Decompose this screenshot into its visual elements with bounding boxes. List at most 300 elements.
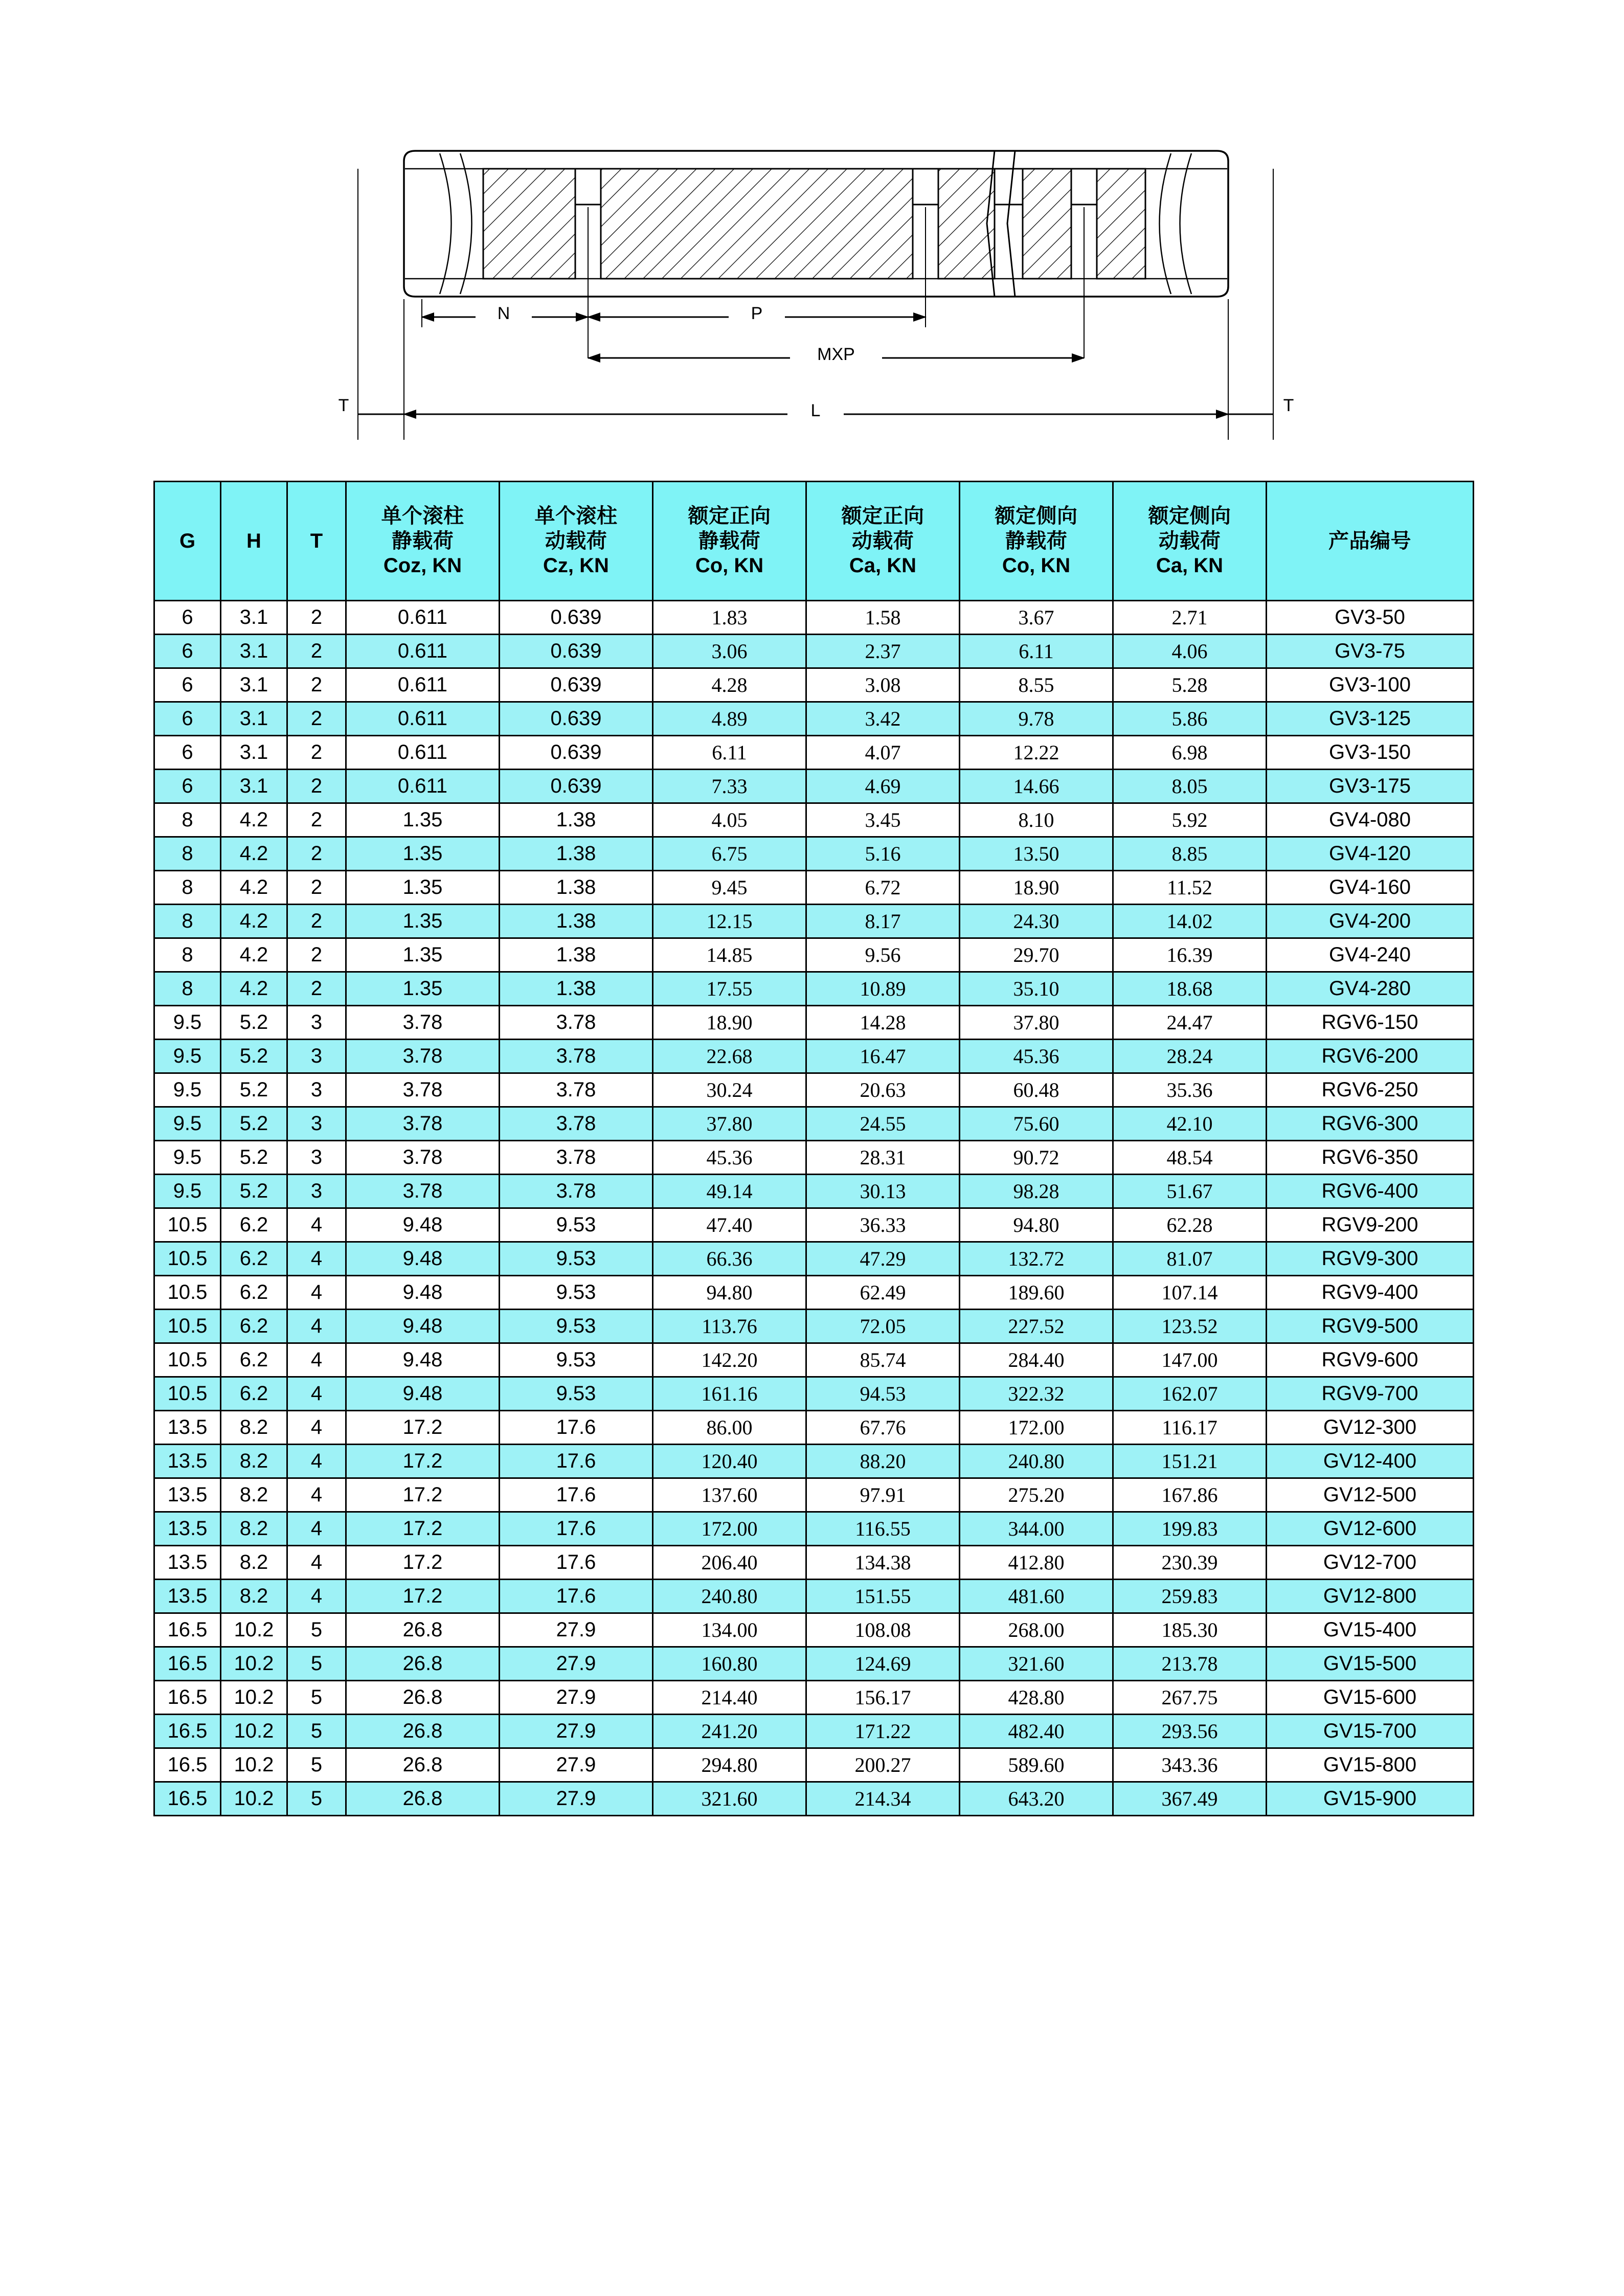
table-cell: 18.90 <box>653 1006 806 1040</box>
table-cell: 11.52 <box>1113 871 1267 905</box>
table-cell: 3 <box>287 1107 346 1141</box>
table-cell: 6 <box>154 635 221 668</box>
table-cell: 6 <box>154 770 221 803</box>
table-cell: 37.80 <box>960 1006 1113 1040</box>
table-cell: RGV6-350 <box>1267 1141 1474 1175</box>
table-cell: 16.5 <box>154 1681 221 1715</box>
table-cell: 13.5 <box>154 1512 221 1546</box>
table-cell: 6.2 <box>221 1343 287 1377</box>
table-cell: 1.38 <box>500 871 653 905</box>
table-cell: 1.35 <box>346 803 500 837</box>
table-cell: 1.35 <box>346 871 500 905</box>
table-cell: 2 <box>287 837 346 871</box>
table-cell: 29.70 <box>960 938 1113 972</box>
table-cell: 48.54 <box>1113 1141 1267 1175</box>
table-cell: 230.39 <box>1113 1546 1267 1580</box>
table-column-header-line: 额定正向 <box>688 504 771 527</box>
table-row <box>154 1546 1474 1580</box>
table-cell: GV15-400 <box>1267 1613 1474 1647</box>
table-cell: 0.611 <box>346 736 500 770</box>
table-cell: 10.5 <box>154 1208 221 1242</box>
table-cell: 5.2 <box>221 1040 287 1073</box>
table-cell: 367.49 <box>1113 1782 1267 1816</box>
table-cell: 481.60 <box>960 1580 1113 1613</box>
table-cell: 17.2 <box>346 1546 500 1580</box>
table-cell: GV3-75 <box>1267 635 1474 668</box>
table-row <box>154 1242 1474 1276</box>
table-cell: 9.5 <box>154 1073 221 1107</box>
table-cell: 5 <box>287 1613 346 1647</box>
table-cell: 6 <box>154 601 221 635</box>
table-cell: 8 <box>154 938 221 972</box>
table-cell: 16.5 <box>154 1782 221 1816</box>
table-cell: 6.2 <box>221 1377 287 1411</box>
table-cell: GV15-600 <box>1267 1681 1474 1715</box>
table-cell: 8.2 <box>221 1478 287 1512</box>
table-cell: 10.2 <box>221 1613 287 1647</box>
table-cell: 206.40 <box>653 1546 806 1580</box>
table-cell: 5 <box>287 1715 346 1748</box>
table-row <box>154 1343 1474 1377</box>
table-cell: 4.69 <box>806 770 960 803</box>
table-cell: 2 <box>287 972 346 1006</box>
table-cell: 10.2 <box>221 1782 287 1816</box>
table-cell: 35.10 <box>960 972 1113 1006</box>
table-cell: GV4-200 <box>1267 905 1474 938</box>
table-cell: 240.80 <box>960 1445 1113 1478</box>
table-column-header-line: T <box>310 529 323 552</box>
table-cell: 3.78 <box>346 1073 500 1107</box>
table-cell: 1.35 <box>346 905 500 938</box>
table-cell: 2 <box>287 702 346 736</box>
table-cell: 151.55 <box>806 1580 960 1613</box>
table-cell: 13.5 <box>154 1411 221 1445</box>
table-cell: 107.14 <box>1113 1276 1267 1310</box>
table-cell: 0.611 <box>346 635 500 668</box>
table-row <box>154 1310 1474 1343</box>
table-row <box>154 1478 1474 1512</box>
table-cell: 0.639 <box>500 668 653 702</box>
table-cell: 4 <box>287 1546 346 1580</box>
table-cell: 13.5 <box>154 1478 221 1512</box>
table-cell: GV12-300 <box>1267 1411 1474 1445</box>
table-column-header-line: 动载荷 <box>851 529 914 552</box>
table-cell: 17.6 <box>500 1411 653 1445</box>
table-cell: 9.45 <box>653 871 806 905</box>
table-cell: 3 <box>287 1006 346 1040</box>
table-cell: 8 <box>154 837 221 871</box>
table-cell: 28.31 <box>806 1141 960 1175</box>
table-cell: 28.24 <box>1113 1040 1267 1073</box>
rail-section-hatch-3 <box>938 169 995 279</box>
table-column-header-line: 产品编号 <box>1328 529 1411 552</box>
table-cell: GV4-120 <box>1267 837 1474 871</box>
table-cell: 6.2 <box>221 1242 287 1276</box>
table-cell: 85.74 <box>806 1343 960 1377</box>
table-row <box>154 1175 1474 1208</box>
table-cell: GV4-160 <box>1267 871 1474 905</box>
table-cell: 134.00 <box>653 1613 806 1647</box>
table-cell: 10.5 <box>154 1310 221 1343</box>
table-cell: 2.37 <box>806 635 960 668</box>
table-cell: 5.86 <box>1113 702 1267 736</box>
table-cell: 2 <box>287 601 346 635</box>
table-cell: 17.6 <box>500 1512 653 1546</box>
table-cell: 3.1 <box>221 635 287 668</box>
table-cell: 240.80 <box>653 1580 806 1613</box>
table-column-header-line: Ca, KN <box>849 554 917 577</box>
table-cell: 27.9 <box>500 1647 653 1681</box>
table-row <box>154 1580 1474 1613</box>
table-cell: 42.10 <box>1113 1107 1267 1141</box>
table-cell: 49.14 <box>653 1175 806 1208</box>
table-cell: 94.80 <box>653 1276 806 1310</box>
table-cell: 37.80 <box>653 1107 806 1141</box>
table-cell: 1.38 <box>500 837 653 871</box>
table-cell: 27.9 <box>500 1748 653 1782</box>
table-cell: 2 <box>287 668 346 702</box>
table-cell: 3.67 <box>960 601 1113 635</box>
table-column-header-line: 动载荷 <box>1158 529 1221 552</box>
table-cell: GV12-800 <box>1267 1580 1474 1613</box>
table-column-header <box>1267 482 1474 601</box>
table-cell: 1.35 <box>346 972 500 1006</box>
table-cell: 172.00 <box>960 1411 1113 1445</box>
table-cell: 199.83 <box>1113 1512 1267 1546</box>
table-row <box>154 1782 1474 1816</box>
table-cell: 213.78 <box>1113 1647 1267 1681</box>
table-cell: GV3-125 <box>1267 702 1474 736</box>
table-cell: 1.58 <box>806 601 960 635</box>
dimension-t-left <box>339 396 404 415</box>
table-cell: 9.48 <box>346 1208 500 1242</box>
table-cell: 30.13 <box>806 1175 960 1208</box>
table-column-header-line: 单个滚柱 <box>381 504 464 527</box>
table-cell: 322.32 <box>960 1377 1113 1411</box>
table-row <box>154 770 1474 803</box>
table-cell: 8.2 <box>221 1445 287 1478</box>
table-cell: 4 <box>287 1512 346 1546</box>
table-row <box>154 837 1474 871</box>
table-cell: 5.92 <box>1113 803 1267 837</box>
table-cell: 3.78 <box>500 1107 653 1141</box>
table-cell: GV4-240 <box>1267 938 1474 972</box>
table-column-header <box>500 482 653 601</box>
table-cell: RGV9-600 <box>1267 1343 1474 1377</box>
table-row <box>154 1748 1474 1782</box>
table-cell: RGV6-400 <box>1267 1175 1474 1208</box>
table-cell: 35.36 <box>1113 1073 1267 1107</box>
table-cell: 4 <box>287 1276 346 1310</box>
table-cell: 16.5 <box>154 1613 221 1647</box>
table-cell: 16.5 <box>154 1748 221 1782</box>
table-cell: 8.2 <box>221 1512 287 1546</box>
table-row <box>154 1681 1474 1715</box>
table-cell: 214.40 <box>653 1681 806 1715</box>
table-cell: 94.53 <box>806 1377 960 1411</box>
table-cell: 14.02 <box>1113 905 1267 938</box>
table-cell: 4.2 <box>221 871 287 905</box>
table-cell: 8.17 <box>806 905 960 938</box>
rail-section-hatch-2 <box>601 169 913 279</box>
table-cell: 482.40 <box>960 1715 1113 1748</box>
table-cell: 10.5 <box>154 1242 221 1276</box>
table-cell: 6.75 <box>653 837 806 871</box>
table-column-header-line: Co, KN <box>695 554 764 577</box>
table-cell: 86.00 <box>653 1411 806 1445</box>
table-cell: 9.48 <box>346 1242 500 1276</box>
table-cell: GV3-50 <box>1267 601 1474 635</box>
table-cell: 26.8 <box>346 1613 500 1647</box>
table-row <box>154 1715 1474 1748</box>
table-cell: 0.639 <box>500 601 653 635</box>
table-column-header <box>1113 482 1267 601</box>
table-cell: RGV9-200 <box>1267 1208 1474 1242</box>
table-row <box>154 1411 1474 1445</box>
table-cell: 284.40 <box>960 1343 1113 1377</box>
table-column-header <box>287 482 346 601</box>
table-cell: 9.5 <box>154 1006 221 1040</box>
table-cell: 3.78 <box>346 1175 500 1208</box>
table-cell: 3.78 <box>500 1073 653 1107</box>
table-cell: 13.50 <box>960 837 1113 871</box>
table-cell: 8.2 <box>221 1546 287 1580</box>
table-cell: 1.38 <box>500 905 653 938</box>
table-cell: 1.38 <box>500 972 653 1006</box>
table-cell: 3.78 <box>346 1141 500 1175</box>
table-cell: 3.1 <box>221 770 287 803</box>
table-cell: 3 <box>287 1141 346 1175</box>
table-cell: 13.5 <box>154 1445 221 1478</box>
table-cell: 4.06 <box>1113 635 1267 668</box>
table-cell: 185.30 <box>1113 1613 1267 1647</box>
table-row <box>154 1073 1474 1107</box>
table-cell: 147.00 <box>1113 1343 1267 1377</box>
table-cell: 6.11 <box>960 635 1113 668</box>
table-cell: GV4-280 <box>1267 972 1474 1006</box>
table-cell: 18.68 <box>1113 972 1267 1006</box>
table-cell: 12.22 <box>960 736 1113 770</box>
table-cell: 5.16 <box>806 837 960 871</box>
table-column-header-line: 单个滚柱 <box>534 504 618 527</box>
table-cell: 1.38 <box>500 938 653 972</box>
table-column-header-line: 静载荷 <box>391 529 454 552</box>
table-column-header <box>960 482 1113 601</box>
table-cell: 293.56 <box>1113 1715 1267 1748</box>
table-cell: GV12-700 <box>1267 1546 1474 1580</box>
table-row <box>154 1512 1474 1546</box>
table-cell: 8 <box>154 905 221 938</box>
table-cell: 5 <box>287 1681 346 1715</box>
table-cell: 6.72 <box>806 871 960 905</box>
table-cell: 4 <box>287 1411 346 1445</box>
table-cell: 0.639 <box>500 702 653 736</box>
table-row <box>154 1276 1474 1310</box>
table-cell: 321.60 <box>960 1647 1113 1681</box>
table-cell: 6 <box>154 736 221 770</box>
table-cell: 26.8 <box>346 1782 500 1816</box>
table-cell: 17.6 <box>500 1478 653 1512</box>
table-cell: 60.48 <box>960 1073 1113 1107</box>
table-cell: 8.2 <box>221 1411 287 1445</box>
table-cell: 8.55 <box>960 668 1113 702</box>
table-cell: 2.71 <box>1113 601 1267 635</box>
table-cell: 62.28 <box>1113 1208 1267 1242</box>
table-cell: 189.60 <box>960 1276 1113 1310</box>
table-cell: 5.2 <box>221 1175 287 1208</box>
table-cell: 17.2 <box>346 1411 500 1445</box>
table-cell: 16.5 <box>154 1647 221 1681</box>
table-cell: 3.08 <box>806 668 960 702</box>
table-cell: 4.28 <box>653 668 806 702</box>
table-cell: 6.98 <box>1113 736 1267 770</box>
table-cell: 227.52 <box>960 1310 1113 1343</box>
table-cell: 3 <box>287 1073 346 1107</box>
table-cell: 4 <box>287 1343 346 1377</box>
table-cell: 9.48 <box>346 1310 500 1343</box>
table-cell: 9.48 <box>346 1343 500 1377</box>
table-cell: 5.2 <box>221 1107 287 1141</box>
table-cell: 17.2 <box>346 1478 500 1512</box>
table-row <box>154 702 1474 736</box>
table-cell: 1.83 <box>653 601 806 635</box>
table-cell: GV12-500 <box>1267 1478 1474 1512</box>
table-cell: 9.53 <box>500 1343 653 1377</box>
table-cell: GV15-500 <box>1267 1647 1474 1681</box>
table-cell: 116.17 <box>1113 1411 1267 1445</box>
dimension-mxp <box>588 344 1084 372</box>
table-cell: 259.83 <box>1113 1580 1267 1613</box>
table-cell: 1.35 <box>346 837 500 871</box>
table-cell: 132.72 <box>960 1242 1113 1276</box>
table-cell: 10.5 <box>154 1377 221 1411</box>
table-cell: 0.639 <box>500 736 653 770</box>
dimension-p-label: P <box>751 303 763 323</box>
table-column-header <box>154 482 221 601</box>
table-cell: 8 <box>154 871 221 905</box>
table-cell: GV15-700 <box>1267 1715 1474 1748</box>
table-cell: 97.91 <box>806 1478 960 1512</box>
table-cell: 14.28 <box>806 1006 960 1040</box>
table-cell: 5.2 <box>221 1073 287 1107</box>
table-cell: 2 <box>287 905 346 938</box>
table-cell: 26.8 <box>346 1681 500 1715</box>
table-cell: 167.86 <box>1113 1478 1267 1512</box>
table-cell: 9.5 <box>154 1040 221 1073</box>
table-cell: 3.42 <box>806 702 960 736</box>
table-cell: 5 <box>287 1647 346 1681</box>
table-cell: 268.00 <box>960 1613 1113 1647</box>
table-cell: 0.639 <box>500 635 653 668</box>
table-cell: 113.76 <box>653 1310 806 1343</box>
table-cell: 124.69 <box>806 1647 960 1681</box>
table-cell: GV3-150 <box>1267 736 1474 770</box>
table-cell: 9.53 <box>500 1242 653 1276</box>
table-cell: 275.20 <box>960 1478 1113 1512</box>
table-cell: 14.66 <box>960 770 1113 803</box>
table-row <box>154 736 1474 770</box>
table-cell: 6 <box>154 702 221 736</box>
table-cell: 5 <box>287 1748 346 1782</box>
table-cell: 172.00 <box>653 1512 806 1546</box>
table-cell: 9.78 <box>960 702 1113 736</box>
table-cell: 4.2 <box>221 972 287 1006</box>
table-cell: 134.38 <box>806 1546 960 1580</box>
table-cell: 3.1 <box>221 668 287 702</box>
table-cell: 10.2 <box>221 1681 287 1715</box>
table-cell: 4.05 <box>653 803 806 837</box>
table-column-header-line: H <box>246 529 261 552</box>
table-column-header <box>806 482 960 601</box>
table-cell: 3.45 <box>806 803 960 837</box>
table-cell: 16.5 <box>154 1715 221 1748</box>
table-cell: 5.2 <box>221 1006 287 1040</box>
dimension-t-right <box>1228 396 1294 415</box>
table-cell: GV3-100 <box>1267 668 1474 702</box>
table-cell: 156.17 <box>806 1681 960 1715</box>
table-cell: 27.9 <box>500 1715 653 1748</box>
table-cell: 26.8 <box>346 1715 500 1748</box>
table-cell: 9.53 <box>500 1208 653 1242</box>
table-cell: 6.2 <box>221 1208 287 1242</box>
table-cell: 9.48 <box>346 1377 500 1411</box>
table-cell: 27.9 <box>500 1613 653 1647</box>
table-cell: 428.80 <box>960 1681 1113 1715</box>
table-cell: RGV6-200 <box>1267 1040 1474 1073</box>
table-cell: 45.36 <box>653 1141 806 1175</box>
table-cell: 13.5 <box>154 1580 221 1613</box>
dimension-n-label: N <box>497 303 510 323</box>
table-cell: 162.07 <box>1113 1377 1267 1411</box>
table-cell: 30.24 <box>653 1073 806 1107</box>
table-cell: 27.9 <box>500 1681 653 1715</box>
table-row <box>154 803 1474 837</box>
table-cell: 4.2 <box>221 905 287 938</box>
table-cell: 343.36 <box>1113 1748 1267 1782</box>
table-cell: 17.2 <box>346 1580 500 1613</box>
table-cell: 10.5 <box>154 1276 221 1310</box>
table-cell: 81.07 <box>1113 1242 1267 1276</box>
table-cell: 9.5 <box>154 1107 221 1141</box>
table-cell: 66.36 <box>653 1242 806 1276</box>
table-cell: 51.67 <box>1113 1175 1267 1208</box>
table-cell: 10.2 <box>221 1748 287 1782</box>
table-cell: 9.53 <box>500 1276 653 1310</box>
table-cell: 241.20 <box>653 1715 806 1748</box>
table-cell: GV15-900 <box>1267 1782 1474 1816</box>
table-cell: 72.05 <box>806 1310 960 1343</box>
table-cell: 17.2 <box>346 1445 500 1478</box>
table-cell: 0.611 <box>346 601 500 635</box>
table-cell: 1.35 <box>346 938 500 972</box>
table-row <box>154 1208 1474 1242</box>
table-cell: 142.20 <box>653 1343 806 1377</box>
table-cell: 3.1 <box>221 736 287 770</box>
table-row <box>154 1141 1474 1175</box>
table-cell: 171.22 <box>806 1715 960 1748</box>
table-cell: 8.2 <box>221 1580 287 1613</box>
table-cell: 4.07 <box>806 736 960 770</box>
table-cell: 3.78 <box>500 1175 653 1208</box>
specification-table <box>153 481 1474 1816</box>
table-cell: 7.33 <box>653 770 806 803</box>
table-cell: 294.80 <box>653 1748 806 1782</box>
table-row <box>154 972 1474 1006</box>
table-cell: GV12-600 <box>1267 1512 1474 1546</box>
table-row <box>154 871 1474 905</box>
table-column-header <box>653 482 806 601</box>
table-cell: 75.60 <box>960 1107 1113 1141</box>
